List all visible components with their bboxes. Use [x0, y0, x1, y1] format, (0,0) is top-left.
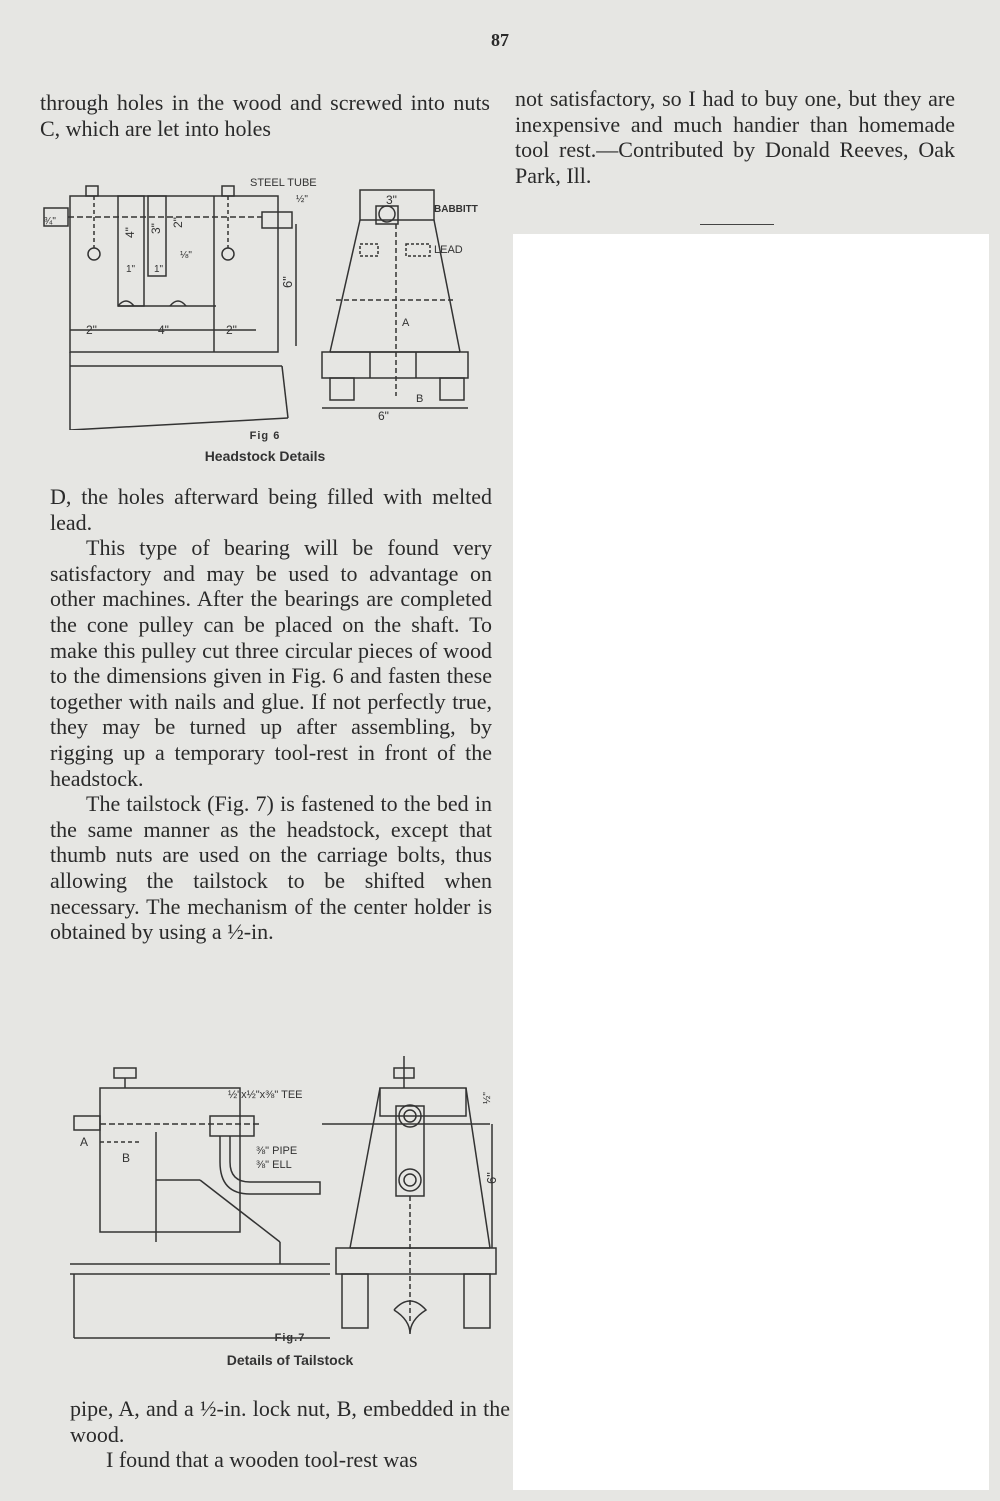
tailstock-drawing — [60, 1052, 520, 1342]
paragraph: I found that a wooden tool-rest was — [106, 1447, 418, 1473]
figure-7-label: Fig.7 — [274, 1332, 306, 1344]
dim-2-right: 2" — [226, 323, 237, 337]
steel-tube-label: STEEL TUBE — [250, 177, 317, 189]
dim-one-eighth: ⅛" — [180, 250, 192, 261]
figure-6 — [30, 168, 500, 470]
paragraph: The tailstock (Fig. 7) is fastened to the bed in the same manner as the headstock, except that thumb nuts are used on the carriage bolts, thus allowing the tailstock to be shifted when necessary. The mechanism of the center holder is obtained by using a ½-in. — [50, 791, 492, 945]
dim-1: 1" — [126, 264, 136, 275]
dim-6-base: 6" — [378, 409, 389, 423]
dim-6-vertical: 6" — [280, 276, 295, 288]
right-column — [515, 86, 955, 188]
figure-6-title: Headstock Details — [204, 448, 326, 464]
figure-6-label: Fig 6 — [249, 430, 281, 442]
pipe-label: ⅜" PIPE — [256, 1145, 298, 1157]
dim-4: 4" — [158, 323, 169, 337]
paragraph: not satisfactory, so I had to buy one, but they are inexpensive and much handier than homemade tool rest.—Contributed by Donald Reeves, Oak Park, Ill. — [515, 86, 955, 188]
dim-4-vertical: 4" — [123, 227, 137, 238]
dim-three-quarter: ¾" — [44, 216, 56, 227]
dim-6: 6" — [484, 1172, 499, 1184]
tee-label: ½"x½"x⅜" TEE — [228, 1089, 303, 1101]
dim-half: ½" — [296, 194, 308, 205]
paragraph: through holes in the wood and screwed into nuts C, which are let into holes — [40, 90, 490, 141]
tailstock-body-side — [100, 1088, 240, 1232]
dim-2-vertical: 2" — [171, 217, 185, 228]
label-a: A — [402, 317, 410, 329]
dim-3-vertical: 3" — [149, 223, 163, 234]
page-number: 87 — [491, 30, 509, 50]
dim-3: 3" — [386, 193, 397, 207]
ell-label: ⅜" ELL — [256, 1159, 292, 1171]
label-a: A — [80, 1135, 89, 1149]
figure-7-title: Details of Tailstock — [226, 1352, 354, 1368]
left-column-middle — [50, 484, 492, 945]
blank-area — [513, 234, 989, 1490]
babbitt-label: BABBITT — [434, 204, 478, 215]
dim-2-left: 2" — [86, 323, 97, 337]
headstock-drawing — [30, 168, 500, 430]
figure-7 — [60, 1052, 520, 1382]
left-column-top — [40, 90, 490, 141]
label-b: B — [416, 393, 424, 405]
section-divider — [700, 224, 774, 225]
paragraph: This type of bearing will be found very satisfactory and may be used to advantage on other machines. After the bearings are completed the cone pulley can be placed on the shaft. To make this pulley cut three circular pieces of wood to the dimensions given in Fig. 6 and fasten these together with nails and glue. If not perfectly true, they may be turned up after assembling, by rigging up a temporary tool-rest in front of the headstock. — [50, 535, 492, 791]
left-column-bottom — [70, 1396, 510, 1473]
lead-label: LEAD — [434, 244, 463, 256]
dim-1-b: 1" — [154, 264, 164, 275]
paragraph: pipe, A, and a ½-in. lock nut, B, embedded in the wood. — [70, 1396, 510, 1447]
dim-half: ½" — [482, 1092, 493, 1104]
label-b: B — [122, 1151, 131, 1165]
paragraph: D, the holes afterward being filled with melted lead. — [50, 484, 492, 535]
